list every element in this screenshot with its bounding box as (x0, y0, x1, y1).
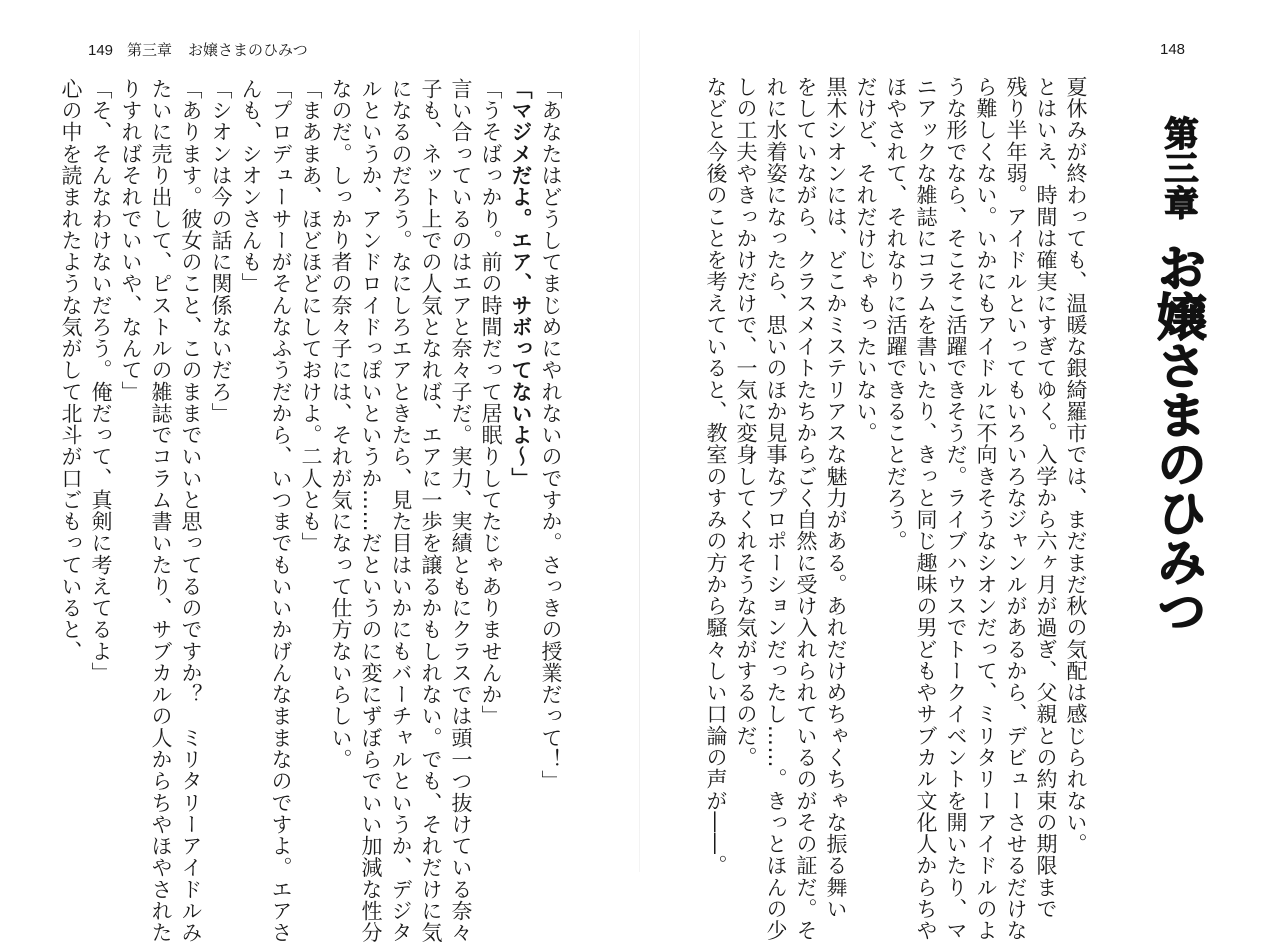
text-line: しの工夫やきっかけだけで、一気に変身してくれそうな気がするのだ。 (734, 76, 758, 769)
text-line: になるのだろう。なにしろエアときたら、見た目はいかにもバーチャルというか、デジタ (389, 78, 413, 943)
text-line: 「うそばっかり。前の時間だって居眠りしてたじゃありませんか」 (479, 78, 503, 727)
text-line: 「プロデューサーがそんなふうだから、いつまでもいいかげんなままなのですよ。エアさ (269, 78, 293, 943)
text-line: ルというか、アンドロイドっぽいというか……だというのに変にずぼらでいい加減な性分 (359, 78, 383, 943)
text-line: 子も、ネット上での人気となれば、エアに一歩を譲るかもしれない。でも、それだけに気 (419, 78, 443, 943)
text-line: ほやされて、それなりに活躍できることだろう。 (884, 76, 908, 552)
chapter-label: 第三章 (1158, 116, 1198, 221)
left-page-number: 149 (88, 42, 114, 59)
text-line: うな形でなら、そこそこ活躍できそうだ。ライブハウスでトークイベントを開いたり、マ (944, 76, 968, 942)
text-line: れに水着姿になったら、思いのほか見事なプロポーションだったし……。きっとほんの少 (764, 76, 788, 942)
text-line: 黒木シオンには、どこかミステリアスな魅力がある。あれだけめちゃくちゃな振る舞い (824, 76, 848, 920)
text-line: 夏休みが終わっても、温暖な銀綺羅市では、まだまだ秋の気配は感じられない。 (1064, 76, 1088, 855)
page-gutter (639, 30, 640, 872)
text-line: 「マジメだよ。エア、サボってないよ～」 (509, 78, 533, 489)
running-head-chapter: 第三章 (127, 41, 173, 59)
left-running-head (88, 40, 308, 61)
text-line: 「シオンは今の話に関係ないだろ」 (209, 78, 233, 425)
chapter-heading (1142, 116, 1207, 676)
left-page-body (59, 78, 566, 943)
text-line: ニアックな雑誌にコラムを書いたり、きっと同じ趣味の男どもやサブカル文化人からちや (914, 76, 938, 942)
text-line: 残り半年弱。アイドルといってもいろいろなジャンルがあるから、デビューさせるだけな (1004, 76, 1028, 942)
text-line: 言い合っているのはエアと奈々子だ。実力、実績ともにクラスでは頭一つ抜けている奈々 (449, 78, 473, 943)
right-page-number: 148 (1160, 41, 1186, 58)
right-page-body (704, 76, 1091, 942)
chapter-title: お嬢さまのひみつ (1149, 242, 1207, 635)
text-line: などと今後のことを考えていると、教室のすみの方から騒々しい口論の声が――。 (704, 76, 728, 877)
text-line: 心の中を読まれたような気がして北斗が口ごもっていると、 (59, 78, 83, 663)
text-line: んも、シオンさんも」 (239, 78, 263, 295)
text-line: だけど、それだけじゃもったいない。 (854, 76, 878, 444)
text-line: りすればそれでいいや、なんて」 (119, 78, 143, 403)
text-line: 「そ、そんなわけないだろう。俺だって、真剣に考えてるよ」 (89, 78, 113, 684)
text-line: なのだ。しっかり者の奈々子には、それが気になって仕方ないらしい。 (329, 78, 353, 771)
text-line: 「あなたはどうしてまじめにやれないのですか。さっきの授業だって！」 (539, 78, 563, 792)
text-line: 「まあまあ、ほどほどにしておけよ。二人とも」 (299, 78, 323, 554)
text-line: とはいえ、時間は確実にすぎてゆく。入学から六ヶ月が過ぎ、父親との約束の期限まで (1034, 76, 1058, 920)
running-head-title: お嬢さまのひみつ (188, 41, 308, 59)
text-line: たいに売り出して、ピストルの雑誌でコラム書いたり、サブカルの人からちやほやされた (149, 78, 173, 943)
text-line: をしていながら、クラスメイトたちからごく自然に受け入れられているのがその証だ。そ (794, 76, 818, 942)
text-line: 「あります。彼女のこと、このままでいいと思ってるのですか？ ミリタリーアイドルみ (179, 78, 203, 943)
text-line: ら難しくない。いかにもアイドルに不向きそうなシオンだって、ミリタリーアイドルのよ (974, 76, 998, 942)
